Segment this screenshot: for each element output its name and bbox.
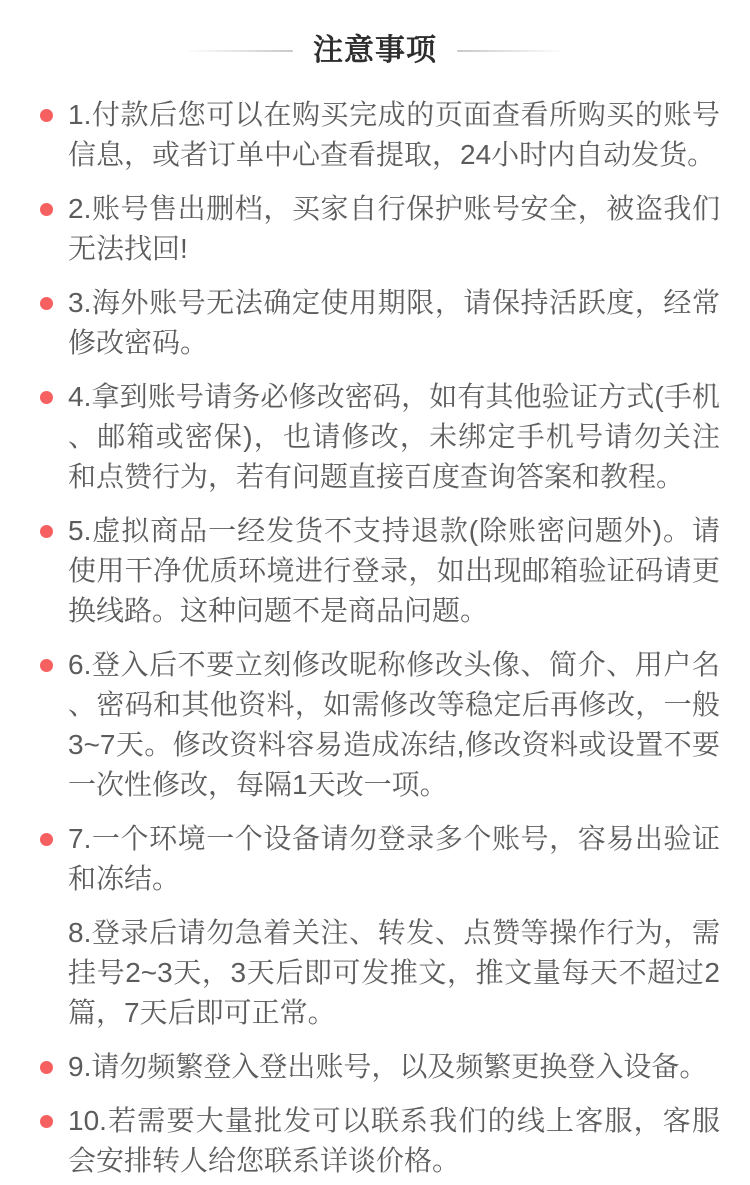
notice-item-3 [0,283,750,363]
notice-text: 10.若需要大量批发可以联系我们的线上客服，客服会安排转人给您联系详谈价格。 [68,1105,720,1176]
notice-text: 7.一个环境一个设备请勿登录多个账号，容易出验证和冻结。 [68,823,720,894]
notice-item-8 [0,913,750,1033]
bullet-dot-icon [40,203,53,216]
bullet-dot-icon [40,833,53,846]
notice-text: 2.账号售出删档，买家自行保护账号安全，被盗我们无法找回! [68,193,720,264]
notice-item-9 [0,1047,750,1087]
bullet-dot-icon [40,297,53,310]
notice-text: 6.登入后不要立刻修改昵称修改头像、简介、用户名、密码和其他资料，如需修改等稳定后再修改，一般3~7天。修改资料容易造成冻结,修改资料或设置不要一次性修改，每隔1天改一项。 [68,649,720,800]
bullet-dot-icon [40,391,53,404]
bullet-dot-icon [40,109,53,122]
notice-item-6 [0,645,750,805]
notice-text: 8.登录后请勿急着关注、转发、点赞等操作行为，需挂号2~3天，3天后即可发推文，推文量每天不超过2篇，7天后即可正常。 [68,917,720,1028]
title-divider-right [457,50,562,52]
notice-item-4 [0,377,750,497]
notice-item-5 [0,511,750,631]
notice-text: 3.海外账号无法确定使用期限，请保持活跃度，经常修改密码。 [68,287,720,358]
page-header [0,33,750,69]
bullet-dot-icon [40,1061,53,1074]
notice-item-7 [0,819,750,899]
bullet-dot-icon [40,1115,53,1128]
page-title: 注意事项 [313,34,437,67]
notice-text: 1.付款后您可以在购买完成的页面查看所购买的账号信息，或者订单中心查看提取，24小时内自动发货。 [68,99,720,170]
notice-text: 4.拿到账号请务必修改密码，如有其他验证方式(手机、邮箱或密保)，也请修改，未绑定手机号请勿关注和点赞行为，若有问题直接百度查询答案和教程。 [68,381,720,492]
title-divider-left [188,50,293,52]
notice-item-2 [0,189,750,269]
notice-list [0,95,750,1181]
notice-item-10 [0,1101,750,1181]
notice-text: 9.请勿频繁登入登出账号，以及频繁更换登入设备。 [68,1051,708,1082]
bullet-dot-icon [40,659,53,672]
notice-item-1 [0,95,750,175]
bullet-dot-icon [40,525,53,538]
notice-text: 5.虚拟商品一经发货不支持退款(除账密问题外)。请使用干净优质环境进行登录，如出现邮箱验证码请更换线路。这种问题不是商品问题。 [68,515,720,626]
